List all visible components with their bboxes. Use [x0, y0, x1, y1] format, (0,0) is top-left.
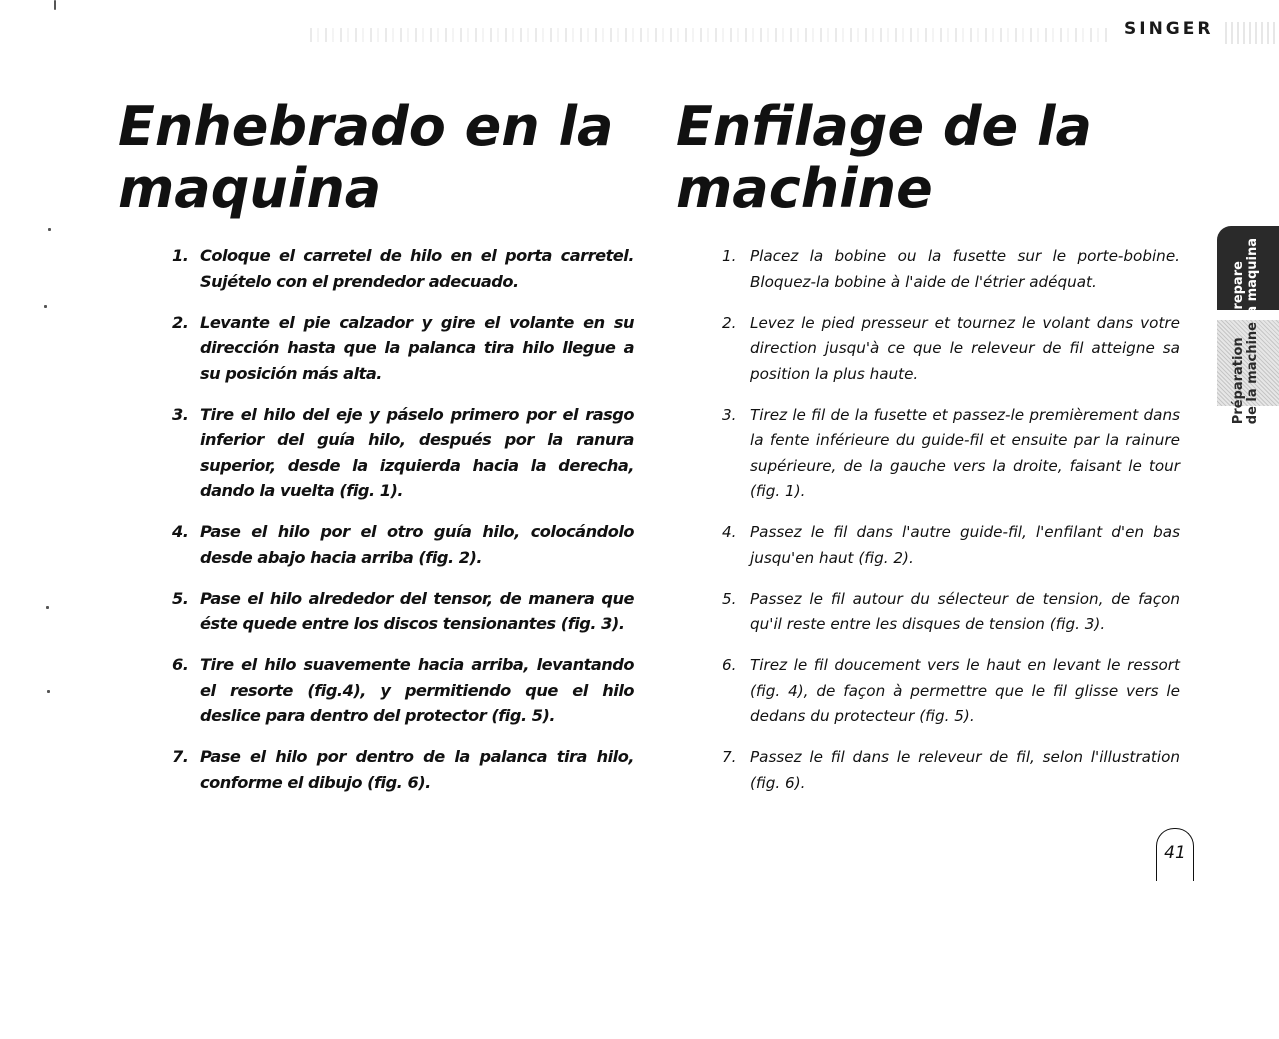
header-scan-artifact-right — [1225, 22, 1279, 44]
step-number: 1. — [172, 246, 189, 265]
spanish-title-line1: Enhebrado en la — [118, 95, 614, 158]
step-number: 4. — [172, 522, 189, 541]
spanish-step — [172, 310, 634, 387]
scan-speck — [54, 0, 56, 10]
step-number: 2. — [172, 312, 189, 332]
step-number: 2. — [722, 313, 737, 332]
french-step — [722, 403, 1180, 505]
step-text: Passez le fil autour du sélecteur de tension, de façon qu'il reste entre les disques de tension (fig. 3). — [750, 589, 1180, 633]
step-text: Tire el hilo del eje y páselo primero por el rasgo inferior del guía hilo, después por la ranura superior, desde la izquierda hacia la derecha, dando la vuelta (fig. 1). — [200, 404, 634, 500]
step-text: Pase el hilo por el otro guía hilo, colocándolo desde abajo hacia arriba (fig. 2). — [200, 522, 634, 567]
step-text: Tire el hilo suavemente hacia arriba, levantando el resorte (fig.4), y permitiendo que el hilo deslice para dentro del protector (fig. 5). — [200, 655, 634, 725]
french-step — [722, 244, 1180, 295]
french-step — [722, 745, 1180, 796]
step-number: 5. — [172, 588, 189, 608]
step-text: Pase el hilo alrededor del tensor, de manera que éste quede entre los discos tensionantes (fig. 3). — [200, 588, 634, 633]
step-number: 3. — [172, 404, 189, 424]
spanish-step — [172, 652, 634, 729]
spanish-steps-list — [172, 243, 634, 811]
tab-label-line: Préparation — [1231, 337, 1246, 425]
brand-logo: SINGER — [1124, 19, 1214, 39]
french-step — [722, 520, 1180, 571]
step-number: 6. — [722, 656, 737, 674]
french-title-line2: machine — [676, 157, 933, 220]
section-tab-label-french — [1232, 322, 1260, 424]
spanish-step — [172, 586, 634, 637]
scan-speck — [44, 305, 47, 308]
spanish-step — [172, 744, 634, 795]
scan-speck — [48, 228, 51, 231]
spanish-step — [172, 243, 634, 294]
french-step — [722, 311, 1180, 388]
step-text: Passez le fil dans le releveur de fil, selon l'illustration (fig. 6). — [750, 748, 1180, 792]
french-step — [722, 653, 1180, 730]
step-text: Passez le fil dans l'autre guide-fil, l'enfilant d'en bas jusqu'en haut (fig. 2). — [750, 523, 1180, 567]
step-text: Tirez le fil doucement vers le haut en levant le ressort (fig. 4), de façon à permettre que le fil glisse vers le dedans du protecteur (fig. 5). — [750, 656, 1180, 725]
step-text: Coloque el carretel de hilo en el porta carretel. Sujételo con el prendedor adecuado. — [200, 246, 634, 291]
step-number: 4. — [722, 523, 737, 541]
page-number: 41 — [1164, 843, 1186, 863]
step-number: 1. — [722, 247, 737, 265]
spanish-step — [172, 519, 634, 570]
section-tab-label-spanish — [1232, 238, 1260, 319]
step-number: 7. — [172, 747, 189, 766]
step-text: Placez la bobine ou la fusette sur le porte-bobine. Bloquez-la bobine à l'aide de l'étrier adéquat. — [750, 247, 1180, 291]
spanish-title — [118, 96, 614, 220]
french-title-line1: Enfilage de la — [676, 95, 1092, 158]
step-number: 3. — [722, 405, 737, 424]
step-number: 6. — [172, 655, 189, 674]
french-title — [676, 96, 1092, 220]
step-number: 7. — [722, 748, 737, 766]
spanish-title-line2: maquina — [118, 157, 382, 220]
step-text: Levez le pied presseur et tournez le volant dans votre direction jusqu'à ce que le releveur de fil atteigne sa position la plus haute. — [750, 313, 1180, 383]
scan-speck — [47, 690, 50, 693]
spanish-step — [172, 402, 634, 504]
step-text: Pase el hilo por dentro de la palanca tira hilo, conforme el dibujo (fig. 6). — [200, 747, 634, 792]
header-scan-artifact — [310, 28, 1110, 42]
french-step — [722, 587, 1180, 638]
tab-label-line: Prepare — [1231, 261, 1246, 320]
step-text: Levante el pie calzador y gire el volante en su dirección hasta que la palanca tira hilo llegue a su posición más alta. — [200, 312, 634, 383]
tab-label-line: de la machine — [1245, 322, 1260, 425]
tab-label-line: la maquina — [1245, 238, 1260, 320]
scan-speck — [46, 606, 49, 609]
step-text: Tirez le fil de la fusette et passez-le premièrement dans la fente inférieure du guide-fil et ensuite par la rainure supérieure, de la gauche vers la droite, faisant le tour (fig. 1). — [750, 405, 1180, 500]
step-number: 5. — [722, 589, 737, 608]
french-steps-list — [722, 244, 1180, 812]
